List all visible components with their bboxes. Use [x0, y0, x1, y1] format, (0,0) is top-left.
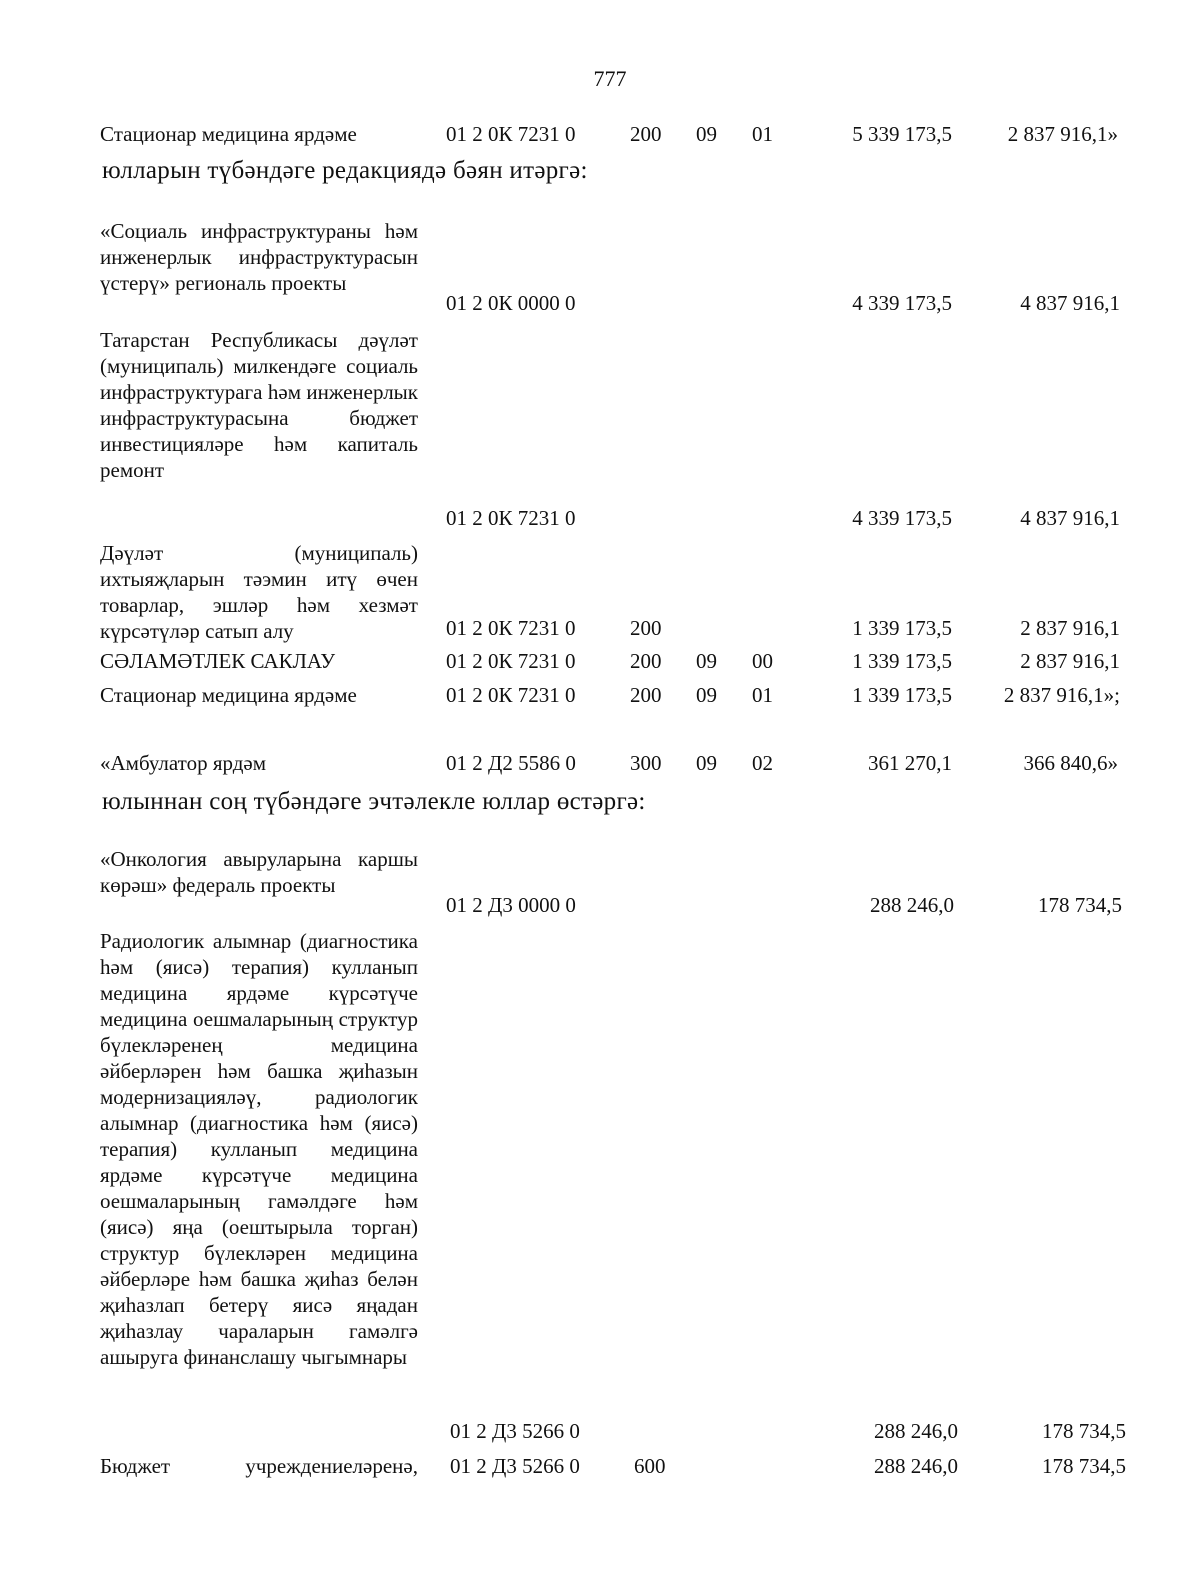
row-sum-1: 5 339 173,5 — [852, 122, 952, 146]
row-vr: 300 — [630, 751, 662, 775]
row-pr: 01 — [752, 122, 773, 146]
row-code: 01 2 0К 0000 0 — [446, 291, 576, 315]
row-code: 01 2 0К 7231 0 — [446, 649, 576, 673]
row-name: «Социаль инфраструктураны һәм инженерлык инфраструктурасын үстерү» региональ проекты — [100, 219, 418, 295]
row-vr: 600 — [634, 1454, 666, 1478]
row-code: 01 2 Д3 5266 0 — [450, 1419, 580, 1443]
row-sum-2: 4 837 916,1 — [1020, 291, 1120, 315]
row-pr: 02 — [752, 751, 773, 775]
row-name: Стационар медицина ярдәме — [100, 122, 357, 146]
row-name: СӘЛАМӘТЛЕК САКЛАУ — [100, 649, 336, 673]
row-sum-2: 2 837 916,1» — [1007, 122, 1118, 146]
row-sum-2: 178 734,5 — [1042, 1419, 1126, 1443]
row-name: Бюджет учреждениеләренә, — [100, 1454, 418, 1478]
row-rz: 09 — [696, 751, 717, 775]
row-rz: 09 — [696, 683, 717, 707]
row-name: Татарстан Республикасы дәүләт (муниципаль) милкендәге социаль инфраструктурага һәм инженерлык инфраструктурасына бюджет инвестицияләре һәм капиталь ремонт — [100, 328, 418, 482]
row-sum-2: 2 837 916,1 — [1020, 616, 1120, 640]
row-sum-1: 361 270,1 — [868, 751, 952, 775]
row-vr: 200 — [630, 616, 662, 640]
row-sum-2: 178 734,5 — [1042, 1454, 1126, 1478]
row-name: Стационар медицина ярдәме — [100, 683, 357, 707]
row-sum-1: 1 339 173,5 — [852, 616, 952, 640]
row-code: 01 2 Д3 5266 0 — [450, 1454, 580, 1478]
row-sum-2: 366 840,6» — [1023, 751, 1118, 775]
row-sum-1: 288 246,0 — [874, 1419, 958, 1443]
row-name: Дәүләт (муниципаль) ихтыяҗларын тәэмин итү өчен товарлар, эшләр һәм хезмәт күрсәтүләр сатып алу — [100, 541, 418, 643]
row-sum-1: 288 246,0 — [874, 1454, 958, 1478]
row-sum-2: 2 837 916,1»; — [1003, 683, 1120, 707]
row-code: 01 2 0К 7231 0 — [446, 122, 576, 146]
instruction-text: юлыннан соң түбәндәге эчтәлекле юллар өстәргә: — [102, 788, 646, 815]
row-sum-1: 288 246,0 — [870, 893, 954, 917]
row-rz: 09 — [696, 649, 717, 673]
page-number: 777 — [593, 66, 627, 91]
instruction-text: юлларын түбәндәге редакциядә бәян итәргә: — [102, 157, 588, 184]
row-name: «Онкология авыруларына каршы көрәш» федераль проекты — [100, 847, 418, 897]
row-pr: 00 — [752, 649, 773, 673]
row-code: 01 2 Д3 0000 0 — [446, 893, 576, 917]
row-vr: 200 — [630, 649, 662, 673]
row-sum-1: 1 339 173,5 — [852, 649, 952, 673]
row-name: «Амбулатор ярдәм — [100, 751, 267, 775]
row-code: 01 2 0К 7231 0 — [446, 506, 576, 530]
row-sum-1: 4 339 173,5 — [852, 506, 952, 530]
row-code: 01 2 0К 7231 0 — [446, 616, 576, 640]
row-vr: 200 — [630, 122, 662, 146]
row-code: 01 2 0К 7231 0 — [446, 683, 576, 707]
row-sum-1: 1 339 173,5 — [852, 683, 952, 707]
row-code: 01 2 Д2 5586 0 — [446, 751, 576, 775]
row-rz: 09 — [696, 122, 717, 146]
row-pr: 01 — [752, 683, 773, 707]
row-vr: 200 — [630, 683, 662, 707]
row-sum-1: 4 339 173,5 — [852, 291, 952, 315]
row-name: Радиологик алымнар (диагностика һәм (яисә) терапия) кулланып медицина ярдәме күрсәтүче медицина оешмаларының структур бүлекләренең медицина әйберләрен һәм башка җиһазын модернизацияләү, радиологик алымнар (диагностика һәм (яисә) терапия) кулланып медицина ярдәме күрсәтүче медицина оешмаларының гамәлдәге һәм (яисә) яңа (оештырыла торган) структур бүлекләрен медицина әйберләре һәм башка җиһаз белән җиһазлап бетерү яисә яңадан җиһазлау чараларын гамәлгә ашыруга финанслашу чыгымнары — [100, 929, 418, 1369]
row-sum-2: 4 837 916,1 — [1020, 506, 1120, 530]
row-sum-2: 2 837 916,1 — [1020, 649, 1120, 673]
row-sum-2: 178 734,5 — [1038, 893, 1122, 917]
